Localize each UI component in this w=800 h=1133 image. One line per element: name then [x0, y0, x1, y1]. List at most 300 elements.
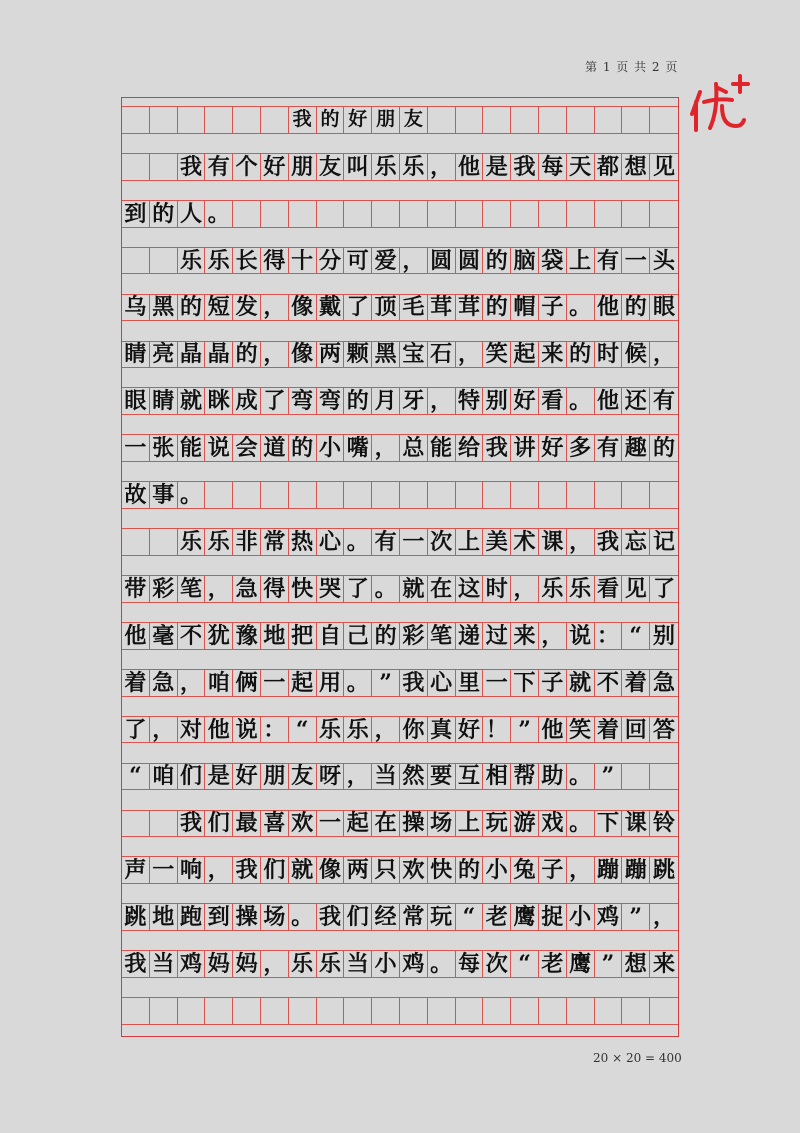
grid-cell: 们 [178, 763, 206, 791]
grid-cell: “ [289, 716, 317, 744]
grid-cell: 哭 [317, 575, 345, 603]
grid-cell: ， [428, 387, 456, 415]
grid-cell: 犹 [205, 622, 233, 650]
grid-cell: 别 [650, 622, 678, 650]
grid-cell: 们 [261, 856, 289, 884]
grid-cell: 心 [428, 669, 456, 697]
grid-cell [205, 481, 233, 509]
grid-cell: “ [456, 903, 484, 931]
grid-cell: 老 [483, 903, 511, 931]
grid-cell: 起 [344, 810, 372, 838]
grid-cell: 玩 [428, 903, 456, 931]
grid-cell: 候 [622, 341, 650, 369]
grid-cell: 你 [400, 716, 428, 744]
grid-cell [622, 997, 650, 1025]
grid-cell: 来 [539, 341, 567, 369]
grid-cell: 俩 [233, 669, 261, 697]
grid-cell: 会 [233, 434, 261, 462]
essay-row [122, 200, 678, 228]
grid-cell: 就 [178, 387, 206, 415]
grid-cell [150, 528, 178, 556]
grid-cell: 然 [400, 763, 428, 791]
grid-cell: 有 [650, 387, 678, 415]
grid-cell: 特 [456, 387, 484, 415]
grid-cell: 鸡 [595, 903, 623, 931]
grid-cell: 想 [622, 153, 650, 181]
grid-size-label: 20 × 20 = 400 [593, 1051, 682, 1065]
essay-row [122, 341, 678, 369]
grid-cell: 茸 [428, 294, 456, 322]
grid-cell: 说 [205, 434, 233, 462]
grid-cell [428, 481, 456, 509]
grid-cell: 就 [567, 669, 595, 697]
grid-cell [178, 106, 206, 134]
grid-cell [372, 481, 400, 509]
grid-cell [567, 481, 595, 509]
grid-cell: 笔 [178, 575, 206, 603]
grid-cell: 戏 [539, 810, 567, 838]
grid-cell: 术 [511, 528, 539, 556]
grid-cell [511, 481, 539, 509]
grid-cell: ， [400, 247, 428, 275]
grid-cell: 鸡 [400, 950, 428, 978]
grid-cell: 时 [595, 341, 623, 369]
grid-cell [428, 106, 456, 134]
grid-cell: 我 [483, 434, 511, 462]
grid-cell: 了 [261, 387, 289, 415]
grid-cell: 助 [539, 763, 567, 791]
grid-cell [233, 997, 261, 1025]
grid-cell: 我 [178, 153, 206, 181]
grid-cell: ” [595, 763, 623, 791]
grid-cell: 到 [205, 903, 233, 931]
grid-cell: 欢 [400, 856, 428, 884]
grid-cell: 石 [428, 341, 456, 369]
grid-cell: 上 [456, 528, 484, 556]
grid-cell: 地 [150, 903, 178, 931]
grid-cell [122, 810, 150, 838]
grid-cell: ， [567, 528, 595, 556]
grid-cell [344, 997, 372, 1025]
grid-cell: 故 [122, 481, 150, 509]
grid-cell: 上 [456, 810, 484, 838]
grid-cell: ， [539, 622, 567, 650]
grid-cell: 有 [372, 528, 400, 556]
grid-cell: 妈 [233, 950, 261, 978]
grid-cell: 一 [622, 247, 650, 275]
grid-cell: 毛 [400, 294, 428, 322]
grid-cell: 。 [178, 481, 206, 509]
grid-cell [400, 997, 428, 1025]
grid-cell: ： [261, 716, 289, 744]
essay-row [122, 247, 678, 275]
grid-cell: 黑 [372, 341, 400, 369]
grid-cell: 。 [372, 575, 400, 603]
grid-cell [428, 997, 456, 1025]
grid-cell: 捉 [539, 903, 567, 931]
grid-cell: 响 [178, 856, 206, 884]
grid-cell: 子 [539, 294, 567, 322]
grid-cell: 到 [122, 200, 150, 228]
grid-cell: 亮 [150, 341, 178, 369]
grid-cell: 弯 [317, 387, 345, 415]
grid-cell: 乐 [178, 528, 206, 556]
grid-cell: 顶 [372, 294, 400, 322]
grid-cell [511, 200, 539, 228]
grid-cell: 常 [261, 528, 289, 556]
grid-cell: “ [511, 950, 539, 978]
grid-cell [622, 763, 650, 791]
grid-cell: ， [650, 903, 678, 931]
grid-cell [233, 200, 261, 228]
grid-cell: 咱 [205, 669, 233, 697]
grid-cell [483, 106, 511, 134]
grid-cell: 当 [372, 763, 400, 791]
grid-cell: 多 [567, 434, 595, 462]
grid-cell [650, 763, 678, 791]
grid-cell [233, 481, 261, 509]
grid-cell: 道 [261, 434, 289, 462]
grid-cell: 了 [344, 575, 372, 603]
grid-cell [511, 997, 539, 1025]
grid-cell: 脑 [511, 247, 539, 275]
grid-cell: ， [261, 294, 289, 322]
grid-cell: 像 [289, 294, 317, 322]
essay-row [122, 528, 678, 556]
grid-cell: 看 [539, 387, 567, 415]
grid-cell: 们 [344, 903, 372, 931]
grid-cell [289, 481, 317, 509]
grid-cell: 好 [511, 387, 539, 415]
grid-cell: 快 [289, 575, 317, 603]
grid-cell: 一 [317, 810, 345, 838]
grid-cell: 两 [317, 341, 345, 369]
grid-cell: 有 [595, 247, 623, 275]
grid-cell: 鹰 [567, 950, 595, 978]
grid-cell [261, 200, 289, 228]
grid-cell: 当 [344, 950, 372, 978]
essay-row [122, 153, 678, 181]
grid-cell [372, 997, 400, 1025]
grid-cell: 给 [456, 434, 484, 462]
grid-cell: 的 [344, 387, 372, 415]
grid-cell [317, 481, 345, 509]
grid-cell: 友 [317, 153, 345, 181]
grid-cell: 彩 [150, 575, 178, 603]
grid-cell: ， [344, 763, 372, 791]
grid-cell: 子 [539, 856, 567, 884]
grid-cell: 的 [622, 294, 650, 322]
grid-cell: 毫 [150, 622, 178, 650]
grid-cell [539, 997, 567, 1025]
grid-cell: 好 [233, 763, 261, 791]
grid-cell: 跳 [122, 903, 150, 931]
grade-mark-icon [688, 70, 758, 140]
grid-cell: 。 [428, 950, 456, 978]
grid-cell: 游 [511, 810, 539, 838]
grid-cell: 用 [317, 669, 345, 697]
grid-cell [650, 481, 678, 509]
grid-cell [567, 106, 595, 134]
grid-cell: 我 [233, 856, 261, 884]
grid-cell: 的 [150, 200, 178, 228]
grid-cell [205, 106, 233, 134]
grid-cell: 他 [456, 153, 484, 181]
grid-cell: 乐 [178, 247, 206, 275]
grid-cell: 像 [317, 856, 345, 884]
grid-cell: ， [205, 575, 233, 603]
grid-cell [483, 481, 511, 509]
grid-cell [289, 997, 317, 1025]
grid-cell [122, 528, 150, 556]
grid-cell: 好 [539, 434, 567, 462]
grid-cell [150, 153, 178, 181]
grid-cell: 要 [428, 763, 456, 791]
grid-cell: 的 [372, 622, 400, 650]
title-row [122, 106, 678, 134]
grid-cell: ， [567, 856, 595, 884]
grid-cell: 。 [344, 669, 372, 697]
grid-cell: 眼 [122, 387, 150, 415]
grid-cell: 事 [150, 481, 178, 509]
grid-cell: 在 [372, 810, 400, 838]
grid-cell: “ [122, 763, 150, 791]
grid-cell: 里 [456, 669, 484, 697]
grid-cell [595, 997, 623, 1025]
grid-cell [567, 200, 595, 228]
grid-cell: 急 [650, 669, 678, 697]
grid-cell: 好 [261, 153, 289, 181]
grid-cell: 一 [400, 528, 428, 556]
grid-cell: 不 [178, 622, 206, 650]
grid-cell: 小 [317, 434, 345, 462]
grid-cell: ！ [483, 716, 511, 744]
grid-cell: 戴 [317, 294, 345, 322]
grid-cell: 下 [511, 669, 539, 697]
grid-cell: 小 [483, 856, 511, 884]
grid-cell: 对 [178, 716, 206, 744]
grid-cell: 朋 [372, 106, 400, 134]
grid-cell [622, 481, 650, 509]
grid-cell: 朋 [289, 153, 317, 181]
grid-cell [428, 200, 456, 228]
grid-cell: 的 [178, 294, 206, 322]
grid-cell: 蹦 [622, 856, 650, 884]
grid-cell: 。 [205, 200, 233, 228]
grid-cell: 咱 [150, 763, 178, 791]
grid-cell: 笑 [567, 716, 595, 744]
grid-cell: 眼 [650, 294, 678, 322]
grid-cell: “ [622, 622, 650, 650]
grid-cell: 个 [233, 153, 261, 181]
grid-cell: 成 [233, 387, 261, 415]
grid-cell: ， [372, 434, 400, 462]
grid-cell: 想 [622, 950, 650, 978]
grid-cell: 能 [428, 434, 456, 462]
grid-cell: ， [511, 575, 539, 603]
grid-cell: 操 [400, 810, 428, 838]
grid-cell: 互 [456, 763, 484, 791]
essay-row [122, 481, 678, 509]
grid-cell: 头 [650, 247, 678, 275]
grid-cell: 真 [428, 716, 456, 744]
grid-cell [650, 997, 678, 1025]
grid-cell: 短 [205, 294, 233, 322]
grid-cell: 我 [289, 106, 317, 134]
grid-cell: 经 [372, 903, 400, 931]
grid-cell: 别 [483, 387, 511, 415]
grid-cell: 趣 [622, 434, 650, 462]
essay-row [122, 622, 678, 650]
essay-row [122, 434, 678, 462]
grid-cell: 乐 [400, 153, 428, 181]
grid-cell: ” [372, 669, 400, 697]
grid-cell: 在 [428, 575, 456, 603]
grid-cell: 乐 [205, 528, 233, 556]
grid-cell: ， [372, 716, 400, 744]
grid-cell: 来 [511, 622, 539, 650]
grid-cell: 我 [317, 903, 345, 931]
grid-cell [289, 200, 317, 228]
grid-cell: 呀 [317, 763, 345, 791]
grid-cell: ， [456, 341, 484, 369]
grid-cell [511, 106, 539, 134]
grid-cell: 小 [567, 903, 595, 931]
grid-cell: 得 [261, 575, 289, 603]
essay-row [122, 294, 678, 322]
grid-cell: 都 [595, 153, 623, 181]
grid-cell: 一 [122, 434, 150, 462]
grid-cell: 玩 [483, 810, 511, 838]
grid-cell: 颗 [344, 341, 372, 369]
grid-cell: 他 [595, 294, 623, 322]
grid-cell: 有 [595, 434, 623, 462]
grid-cell: 了 [122, 716, 150, 744]
grid-cell: 忘 [622, 528, 650, 556]
grid-cell [483, 200, 511, 228]
grid-cell [456, 481, 484, 509]
grid-cell: 。 [567, 387, 595, 415]
grid-cell: 。 [289, 903, 317, 931]
grid-cell [539, 481, 567, 509]
grid-cell: 最 [233, 810, 261, 838]
grid-cell: 下 [595, 810, 623, 838]
page-indicator: 第 1 页 共 2 页 [585, 60, 679, 74]
grid-cell: 他 [122, 622, 150, 650]
grid-cell: 乐 [539, 575, 567, 603]
grid-cell: 他 [539, 716, 567, 744]
grid-cell: 不 [595, 669, 623, 697]
grid-cell: ： [595, 622, 623, 650]
grid-cell [539, 200, 567, 228]
grid-cell: 我 [511, 153, 539, 181]
grid-cell: 十 [289, 247, 317, 275]
grid-cell: 乌 [122, 294, 150, 322]
grid-cell [483, 997, 511, 1025]
essay-row [122, 810, 678, 838]
grid-cell: 心 [317, 528, 345, 556]
grid-cell: 的 [483, 294, 511, 322]
grid-cell: 地 [261, 622, 289, 650]
grid-cell: 像 [289, 341, 317, 369]
grid-cell: 急 [150, 669, 178, 697]
grid-cell: 每 [539, 153, 567, 181]
grid-cell [317, 997, 345, 1025]
grid-cell: 圆 [456, 247, 484, 275]
grid-cell: 睛 [150, 387, 178, 415]
grid-cell [372, 200, 400, 228]
grid-cell [400, 481, 428, 509]
grid-cell: 的 [289, 434, 317, 462]
grid-cell: 递 [456, 622, 484, 650]
grid-cell: 非 [233, 528, 261, 556]
grid-cell [122, 997, 150, 1025]
grid-cell: 说 [233, 716, 261, 744]
grid-cell [150, 810, 178, 838]
grid-cell: 乐 [317, 950, 345, 978]
grid-cell: 牙 [400, 387, 428, 415]
grid-cell: 得 [261, 247, 289, 275]
grid-cell: 月 [372, 387, 400, 415]
grid-cell: 自 [317, 622, 345, 650]
grid-cell [261, 106, 289, 134]
grid-cell [456, 200, 484, 228]
grid-cell: 一 [261, 669, 289, 697]
grid-cell: 好 [344, 106, 372, 134]
grid-cell: 当 [150, 950, 178, 978]
grid-cell [150, 997, 178, 1025]
grid-cell: ， [261, 950, 289, 978]
grid-cell [595, 481, 623, 509]
grid-cell: 着 [122, 669, 150, 697]
grid-cell: 热 [289, 528, 317, 556]
grid-cell: 一 [483, 669, 511, 697]
grid-cell: 乐 [344, 716, 372, 744]
grid-cell: 小 [372, 950, 400, 978]
grid-cell: 朋 [261, 763, 289, 791]
grid-cell: 我 [178, 810, 206, 838]
grid-cell [595, 106, 623, 134]
grid-cell [150, 247, 178, 275]
grid-cell: 就 [400, 575, 428, 603]
grid-cell: 起 [511, 341, 539, 369]
grid-cell: 友 [289, 763, 317, 791]
grid-cell: 总 [400, 434, 428, 462]
grid-cell: 每 [456, 950, 484, 978]
grid-cell: 声 [122, 856, 150, 884]
essay-row [122, 856, 678, 884]
grid-cell: 答 [650, 716, 678, 744]
grid-cell: 的 [233, 341, 261, 369]
grid-cell: 着 [622, 669, 650, 697]
grid-cell: ， [205, 856, 233, 884]
grid-cell: 豫 [233, 622, 261, 650]
essay-row [122, 763, 678, 791]
grid-cell: 美 [483, 528, 511, 556]
grid-cell [539, 106, 567, 134]
grid-cell: 的 [650, 434, 678, 462]
grid-cell: 彩 [400, 622, 428, 650]
grid-cell: 这 [456, 575, 484, 603]
grid-cell: 笑 [483, 341, 511, 369]
grid-cell: 笔 [428, 622, 456, 650]
grid-cell: 好 [456, 716, 484, 744]
essay-row [122, 575, 678, 603]
grid-cell: 张 [150, 434, 178, 462]
grid-cell: 乐 [372, 153, 400, 181]
grid-cell: ， [261, 341, 289, 369]
grid-cell: 见 [650, 153, 678, 181]
